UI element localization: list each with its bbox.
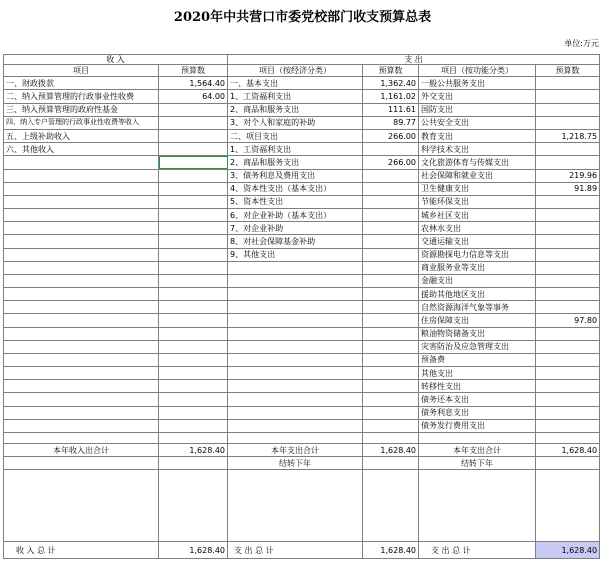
econ-item-cell[interactable]: 二、项目支出 [228, 129, 363, 142]
income-budget-cell[interactable] [159, 169, 228, 182]
func-item-cell[interactable]: 资源勘探电力信息等支出 [419, 248, 536, 261]
econ-item-cell[interactable] [228, 314, 363, 327]
func-item-cell[interactable]: 城乡社区支出 [419, 209, 536, 222]
func-item-cell[interactable]: 公共安全支出 [419, 116, 536, 129]
income-budget-cell[interactable]: 64.00 [159, 90, 228, 103]
func-budget-cell[interactable] [536, 156, 600, 169]
table-row [4, 169, 600, 182]
econ-item-cell[interactable]: 一、基本支出 [228, 77, 363, 90]
func-budget-cell[interactable] [536, 143, 600, 156]
econ-budget-cell[interactable]: 1,362.40 [363, 77, 419, 90]
econ-item-cell[interactable]: 1、工资福利支出 [228, 143, 363, 156]
income-item-cell[interactable] [4, 288, 159, 301]
econ-budget-cell[interactable] [363, 393, 419, 406]
income-section-header: 收 入 [4, 55, 228, 65]
income-item-cell[interactable]: 三、纳入预算管理的政府性基金 [4, 103, 159, 116]
func-item-cell[interactable]: 社会保障和就业支出 [419, 169, 536, 182]
column-header-row [4, 65, 600, 77]
econ-budget-cell[interactable] [363, 209, 419, 222]
econ-carry-label: 结转下年 [228, 457, 363, 470]
income-item-header: 项目 [4, 65, 159, 77]
income-budget-cell[interactable] [159, 419, 228, 432]
econ-item-cell[interactable]: 7、对企业补助 [228, 222, 363, 235]
income-item-cell[interactable] [4, 248, 159, 261]
empty-cell[interactable] [363, 432, 419, 443]
income-budget-cell[interactable] [159, 143, 228, 156]
func-budget-cell[interactable] [536, 274, 600, 287]
func-budget-cell[interactable] [536, 261, 600, 274]
table-row [4, 432, 600, 443]
func-item-cell[interactable]: 科学技术支出 [419, 143, 536, 156]
econ-budget-cell[interactable] [363, 195, 419, 208]
econ-budget-cell[interactable] [363, 380, 419, 393]
expense-section-header: 支 出 [228, 55, 600, 65]
func-budget-cell[interactable] [536, 419, 600, 432]
econ-item-cell[interactable]: 3、对个人和家庭的补助 [228, 116, 363, 129]
func-total-label: 本年支出合计 [419, 444, 536, 457]
econ-budget-cell[interactable]: 266.00 [363, 129, 419, 142]
income-budget-cell[interactable]: 1,564.40 [159, 77, 228, 90]
econ-grand-label: 支 出 总 计 [228, 542, 363, 559]
econ-budget-cell[interactable] [363, 288, 419, 301]
econ-budget-cell[interactable] [363, 235, 419, 248]
table-row [4, 129, 600, 142]
func-budget-cell[interactable] [536, 367, 600, 380]
econ-budget-cell[interactable] [363, 261, 419, 274]
func-budget-cell[interactable] [536, 380, 600, 393]
func-item-cell[interactable]: 转移性支出 [419, 380, 536, 393]
func-item-cell[interactable]: 预备费 [419, 353, 536, 366]
empty-cell[interactable] [159, 432, 228, 443]
econ-item-cell[interactable]: 4、资本性支出（基本支出） [228, 182, 363, 195]
income-item-cell[interactable]: 四、纳入专户管理的行政事业性收费等收入 [4, 116, 159, 129]
table-row [4, 470, 600, 542]
func-budget-cell[interactable] [536, 235, 600, 248]
func-item-cell[interactable]: 债务发行费用支出 [419, 419, 536, 432]
income-budget-cell[interactable] [159, 274, 228, 287]
income-item-cell[interactable]: 五、上级补助收入 [4, 129, 159, 142]
func-budget-cell[interactable] [536, 90, 600, 103]
income-item-cell[interactable]: 一、财政拨款 [4, 77, 159, 90]
econ-budget-header: 预算数 [363, 65, 419, 77]
empty-cell[interactable] [159, 470, 228, 542]
income-item-cell[interactable] [4, 156, 159, 169]
func-budget-cell[interactable]: 1,218.75 [536, 129, 600, 142]
econ-item-cell[interactable] [228, 340, 363, 353]
unit-label: 单位:万元 [564, 39, 599, 48]
econ-budget-cell[interactable] [363, 314, 419, 327]
econ-item-cell[interactable] [228, 353, 363, 366]
income-budget-cell[interactable] [159, 380, 228, 393]
income-grand-label: 收 入 总 计 [4, 542, 159, 559]
func-item-cell[interactable]: 一般公共服务支出 [419, 77, 536, 90]
func-budget-cell[interactable] [536, 288, 600, 301]
table-row [4, 182, 600, 195]
income-budget-cell[interactable] [159, 103, 228, 116]
func-item-cell[interactable]: 金融支出 [419, 274, 536, 287]
income-budget-cell[interactable] [159, 248, 228, 261]
econ-budget-cell[interactable] [363, 367, 419, 380]
econ-budget-cell[interactable]: 266.00 [363, 156, 419, 169]
table-row [4, 77, 600, 90]
func-budget-header: 预算数 [536, 65, 600, 77]
table-row [4, 103, 600, 116]
func-budget-cell[interactable] [536, 103, 600, 116]
income-item-cell[interactable] [4, 209, 159, 222]
income-item-cell[interactable] [4, 327, 159, 340]
func-budget-cell[interactable] [536, 195, 600, 208]
econ-budget-cell[interactable] [363, 274, 419, 287]
empty-cell[interactable] [536, 432, 600, 443]
func-item-cell[interactable]: 债务利息支出 [419, 406, 536, 419]
func-grand-value[interactable]: 1,628.40 [536, 542, 600, 559]
econ-budget-cell[interactable] [363, 419, 419, 432]
econ-item-cell[interactable]: 6、对企业补助（基本支出） [228, 209, 363, 222]
econ-item-cell[interactable] [228, 380, 363, 393]
income-budget-cell[interactable] [159, 235, 228, 248]
econ-item-cell[interactable] [228, 301, 363, 314]
func-budget-cell[interactable] [536, 353, 600, 366]
income-grand-value: 1,628.40 [159, 542, 228, 559]
table-row [4, 327, 600, 340]
func-item-cell[interactable]: 外交支出 [419, 90, 536, 103]
empty-cell[interactable] [228, 432, 363, 443]
func-budget-cell[interactable]: 97.80 [536, 314, 600, 327]
empty-cell[interactable] [363, 470, 419, 542]
econ-total-label: 本年支出合计 [228, 444, 363, 457]
func-budget-cell[interactable] [536, 327, 600, 340]
income-budget-cell[interactable] [159, 182, 228, 195]
income-budget-header: 预算数 [159, 65, 228, 77]
econ-item-cell[interactable]: 5、资本性支出 [228, 195, 363, 208]
empty-cell[interactable] [419, 470, 536, 542]
empty-cell[interactable] [536, 457, 600, 470]
totals-row [4, 444, 600, 457]
econ-grand-value: 1,628.40 [363, 542, 419, 559]
budget-table [3, 54, 600, 559]
func-item-cell[interactable]: 教育支出 [419, 129, 536, 142]
func-item-cell[interactable]: 灾害防治及应急管理支出 [419, 340, 536, 353]
func-budget-cell[interactable]: 91.89 [536, 182, 600, 195]
func-item-cell[interactable]: 住房保障支出 [419, 314, 536, 327]
econ-budget-cell[interactable] [363, 182, 419, 195]
income-item-cell[interactable] [4, 380, 159, 393]
func-item-cell[interactable]: 国防支出 [419, 103, 536, 116]
func-budget-cell[interactable] [536, 248, 600, 261]
econ-item-cell[interactable]: 2、商品和服务支出 [228, 103, 363, 116]
income-item-cell[interactable] [4, 261, 159, 274]
table-row [4, 90, 600, 103]
income-item-cell[interactable] [4, 367, 159, 380]
econ-item-cell[interactable] [228, 406, 363, 419]
income-budget-cell[interactable] [159, 367, 228, 380]
income-item-cell[interactable]: 六、其他收入 [4, 143, 159, 156]
econ-budget-cell[interactable] [363, 169, 419, 182]
income-budget-cell[interactable] [159, 288, 228, 301]
func-total-value: 1,628.40 [536, 444, 600, 457]
empty-cell[interactable] [4, 457, 159, 470]
section-header-row [4, 55, 600, 65]
econ-budget-cell[interactable] [363, 301, 419, 314]
func-budget-cell[interactable] [536, 222, 600, 235]
func-item-cell[interactable]: 自然资源海洋气象等事务 [419, 301, 536, 314]
empty-cell[interactable] [4, 432, 159, 443]
econ-budget-cell[interactable] [363, 327, 419, 340]
func-item-cell[interactable]: 文化旅游体育与传媒支出 [419, 156, 536, 169]
income-budget-cell[interactable] [159, 129, 228, 142]
empty-cell[interactable] [159, 457, 228, 470]
income-total-label: 本年收入出合计 [4, 444, 159, 457]
income-item-cell[interactable]: 二、纳入预算管理的行政事业性收费 [4, 90, 159, 103]
income-budget-cell[interactable] [159, 261, 228, 274]
econ-item-cell[interactable]: 1、工资福利支出 [228, 90, 363, 103]
func-item-cell[interactable]: 农林水支出 [419, 222, 536, 235]
income-item-cell[interactable] [4, 340, 159, 353]
func-item-cell[interactable]: 援助其他地区支出 [419, 288, 536, 301]
income-budget-cell[interactable] [159, 195, 228, 208]
econ-budget-cell[interactable] [363, 222, 419, 235]
table-row [4, 419, 600, 432]
func-budget-cell[interactable] [536, 301, 600, 314]
income-item-cell[interactable] [4, 419, 159, 432]
income-item-cell[interactable] [4, 182, 159, 195]
func-budget-cell[interactable]: 219.96 [536, 169, 600, 182]
grand-total-row [4, 542, 600, 559]
table-row [4, 222, 600, 235]
func-budget-cell[interactable] [536, 406, 600, 419]
income-item-cell[interactable] [4, 169, 159, 182]
econ-item-cell[interactable] [228, 393, 363, 406]
econ-item-header: 项目（按经济分类） [228, 65, 363, 77]
econ-budget-cell[interactable] [363, 406, 419, 419]
empty-cell[interactable] [4, 470, 159, 542]
income-budget-cell[interactable] [159, 301, 228, 314]
func-item-cell[interactable]: 交通运输支出 [419, 235, 536, 248]
table-row [4, 248, 600, 261]
income-budget-cell[interactable] [159, 393, 228, 406]
table-row [4, 367, 600, 380]
income-budget-cell[interactable] [159, 209, 228, 222]
econ-budget-cell[interactable]: 1,161.02 [363, 90, 419, 103]
income-item-cell[interactable] [4, 222, 159, 235]
table-row [4, 261, 600, 274]
income-budget-cell[interactable] [159, 340, 228, 353]
func-budget-cell[interactable] [536, 77, 600, 90]
econ-total-value: 1,628.40 [363, 444, 419, 457]
econ-budget-cell[interactable] [363, 340, 419, 353]
func-item-cell[interactable]: 粮油物资储备支出 [419, 327, 536, 340]
econ-item-cell[interactable]: 3、债务利息及费用支出 [228, 169, 363, 182]
econ-item-cell[interactable] [228, 327, 363, 340]
empty-cell[interactable] [419, 432, 536, 443]
func-item-cell[interactable]: 商业服务业等支出 [419, 261, 536, 274]
table-row [4, 288, 600, 301]
func-item-cell[interactable]: 节能环保支出 [419, 195, 536, 208]
income-budget-cell[interactable] [159, 156, 228, 169]
income-budget-cell[interactable] [159, 406, 228, 419]
income-item-cell[interactable] [4, 235, 159, 248]
table-row [4, 209, 600, 222]
econ-budget-cell[interactable]: 111.61 [363, 103, 419, 116]
func-item-cell[interactable]: 卫生健康支出 [419, 182, 536, 195]
income-budget-cell[interactable] [159, 314, 228, 327]
table-row [4, 314, 600, 327]
table-row [4, 301, 600, 314]
econ-item-cell[interactable] [228, 419, 363, 432]
carry-row [4, 457, 600, 470]
func-budget-cell[interactable] [536, 393, 600, 406]
table-row [4, 340, 600, 353]
func-item-cell[interactable]: 其他支出 [419, 367, 536, 380]
econ-item-cell[interactable] [228, 261, 363, 274]
table-row [4, 116, 600, 129]
func-budget-cell[interactable] [536, 340, 600, 353]
econ-item-cell[interactable]: 8、对社会保障基金补助 [228, 235, 363, 248]
func-budget-cell[interactable] [536, 209, 600, 222]
income-item-cell[interactable] [4, 314, 159, 327]
econ-budget-cell[interactable] [363, 143, 419, 156]
table-row [4, 156, 600, 169]
econ-budget-cell[interactable]: 89.77 [363, 116, 419, 129]
table-row [4, 195, 600, 208]
table-row [4, 274, 600, 287]
func-item-cell[interactable]: 债务还本支出 [419, 393, 536, 406]
income-total-value: 1,628.40 [159, 444, 228, 457]
income-item-cell[interactable] [4, 301, 159, 314]
func-grand-label: 支 出 总 计 [419, 542, 536, 559]
table-row [4, 380, 600, 393]
income-item-cell[interactable] [4, 195, 159, 208]
table-row [4, 353, 600, 366]
empty-cell[interactable] [228, 470, 363, 542]
income-item-cell[interactable] [4, 274, 159, 287]
income-budget-cell[interactable] [159, 222, 228, 235]
func-item-header: 项目（按功能分类） [419, 65, 536, 77]
econ-budget-cell[interactable] [363, 248, 419, 261]
econ-item-cell[interactable]: 2、商品和服务支出 [228, 156, 363, 169]
income-budget-cell[interactable] [159, 327, 228, 340]
econ-budget-cell[interactable] [363, 353, 419, 366]
func-budget-cell[interactable] [536, 116, 600, 129]
empty-cell[interactable] [536, 470, 600, 542]
table-row [4, 393, 600, 406]
income-item-cell[interactable] [4, 353, 159, 366]
func-carry-label: 结转下年 [419, 457, 536, 470]
econ-item-cell[interactable]: 9、其他支出 [228, 248, 363, 261]
table-row [4, 143, 600, 156]
econ-item-cell[interactable] [228, 288, 363, 301]
report-title: 2020年中共营口市委党校部门收支预算总表 [173, 10, 432, 25]
table-row [4, 406, 600, 419]
econ-item-cell[interactable] [228, 367, 363, 380]
table-row [4, 235, 600, 248]
income-item-cell[interactable] [4, 393, 159, 406]
income-budget-cell[interactable] [159, 116, 228, 129]
empty-cell[interactable] [363, 457, 419, 470]
econ-item-cell[interactable] [228, 274, 363, 287]
income-budget-cell[interactable] [159, 353, 228, 366]
income-item-cell[interactable] [4, 406, 159, 419]
